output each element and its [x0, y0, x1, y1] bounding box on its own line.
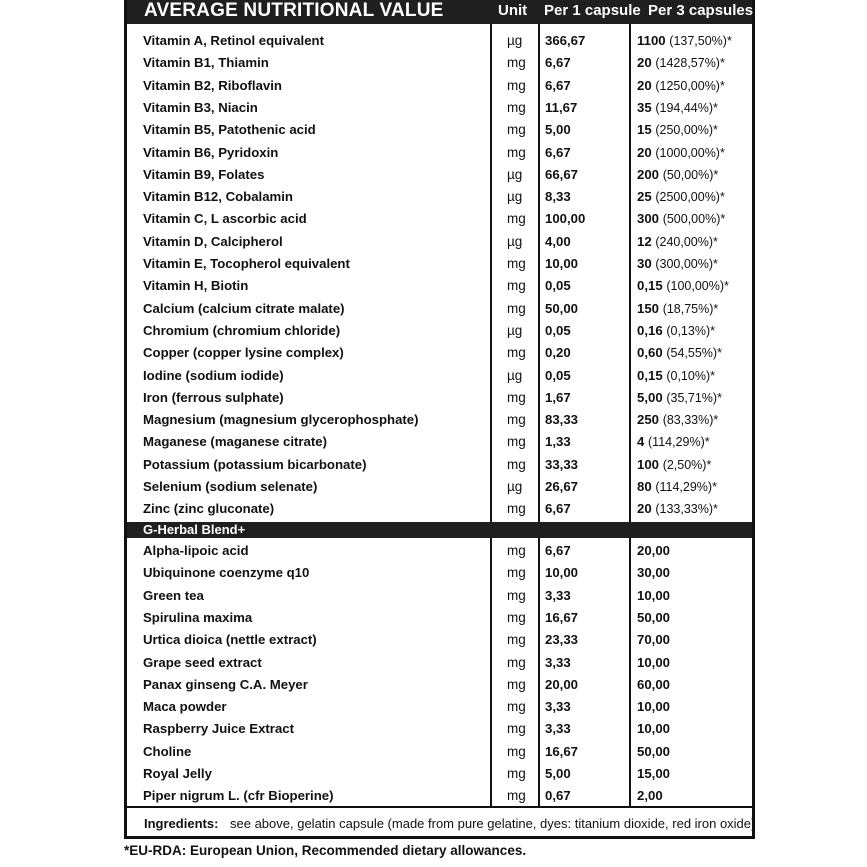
- table-row: [127, 696, 752, 718]
- nutrient-name: Ubiquinone coenzyme q10: [143, 565, 310, 581]
- per1-cell: 5,00: [545, 122, 571, 138]
- per1-cell: 16,67: [545, 609, 579, 625]
- unit-cell: mg: [507, 122, 526, 138]
- table-row: [127, 607, 752, 629]
- per3-cell: [637, 632, 670, 647]
- nutrient-name: Selenium (sodium selenate): [143, 479, 318, 494]
- per3-value: 12: [637, 233, 652, 249]
- per3-cell: [637, 699, 670, 714]
- nutrient-name: Vitamin B6, Pyridoxin: [143, 144, 279, 160]
- nutrient-name: Vitamin C, L ascorbic acid: [143, 211, 307, 227]
- rda-percentage: (1250,00%)*: [655, 78, 725, 93]
- rda-percentage: (250,00%)*: [655, 123, 718, 138]
- per3-cell: [637, 100, 718, 115]
- table-row: [127, 97, 752, 119]
- per3-value: 4: [637, 434, 645, 450]
- per3-cell: [637, 390, 722, 405]
- unit-cell: mg: [507, 743, 526, 759]
- unit-cell: mg: [507, 788, 526, 804]
- nutrient-name: Choline: [143, 743, 192, 759]
- nutrient-name: Panax ginseng C.A. Meyer: [143, 676, 308, 692]
- per1-column-header: Per 1 capsule: [544, 2, 641, 19]
- footnote: *EU-RDA: European Union, Recommended dietary allowances.: [124, 843, 527, 858]
- table-row: [127, 431, 752, 453]
- nutrient-name: Chromium (chromium chloride): [143, 322, 341, 338]
- unit-cell: µg: [507, 33, 523, 48]
- nutrient-name: Piper nigrum L. (cfr Bioperine): [143, 788, 334, 804]
- blend-section: [127, 538, 752, 806]
- unit-cell: mg: [507, 587, 526, 603]
- per1-cell: 0,05: [545, 278, 571, 294]
- table-row: [127, 718, 752, 740]
- per3-value: 10,00: [637, 699, 671, 715]
- per1-cell: 0,05: [545, 367, 571, 383]
- per1-cell: 50,00: [545, 300, 579, 316]
- per3-value: 50,00: [637, 609, 671, 625]
- per3-value: 0,16: [637, 322, 663, 338]
- rda-percentage: (0,13%)*: [666, 323, 715, 338]
- rda-percentage: (240,00%)*: [655, 234, 718, 249]
- unit-cell: mg: [507, 766, 526, 781]
- per3-cell: [637, 167, 718, 182]
- unit-cell: mg: [507, 345, 526, 361]
- per3-cell: [637, 565, 670, 580]
- nutrient-name: Maca powder: [143, 699, 227, 715]
- per1-cell: 8,33: [545, 189, 571, 205]
- table-row: [127, 409, 752, 431]
- rda-percentage: (114,29%)*: [648, 435, 710, 450]
- per3-cell: [637, 78, 725, 93]
- nutrient-name: Vitamin B12, Cobalamin: [143, 189, 293, 205]
- nutrient-name: Vitamin B9, Folates: [143, 166, 265, 182]
- table-row: [127, 142, 752, 164]
- unit-cell: mg: [507, 412, 526, 428]
- table-row: [127, 275, 752, 297]
- per3-value: 150: [637, 300, 660, 316]
- per3-value: 15: [637, 122, 652, 138]
- per1-cell: 0,67: [545, 788, 571, 804]
- unit-column-header: Unit: [498, 2, 528, 19]
- per1-cell: 3,33: [545, 654, 571, 670]
- nutrient-name: Alpha-lipoic acid: [143, 543, 249, 558]
- per3-cell: [637, 189, 725, 204]
- unit-cell: mg: [507, 676, 526, 692]
- per1-cell: 6,67: [545, 501, 571, 517]
- nutrition-table: [124, 0, 755, 839]
- per3-value: 0,15: [637, 278, 663, 294]
- unit-cell: mg: [507, 632, 526, 648]
- nutrient-name: Vitamin B2, Riboflavin: [143, 77, 282, 93]
- nutrient-name: Green tea: [143, 587, 204, 603]
- table-row: [127, 30, 752, 52]
- nutrient-name: Spirulina maxima: [143, 609, 253, 625]
- rda-percentage: (35,71%)*: [666, 390, 722, 405]
- per3-cell: [637, 55, 725, 70]
- unit-cell: mg: [507, 99, 526, 115]
- nutrient-name: Iron (ferrous sulphate): [143, 389, 284, 405]
- per1-cell: 0,20: [545, 345, 571, 361]
- per1-cell: 23,33: [545, 632, 579, 648]
- rda-percentage: (2,50%)*: [662, 457, 712, 472]
- table-row: [127, 387, 752, 409]
- nutrient-name: Vitamin B3, Niacin: [143, 99, 258, 115]
- per3-value: 80: [637, 479, 652, 494]
- table-row: [127, 75, 752, 97]
- per3-value: 0,15: [637, 367, 663, 383]
- unit-cell: µg: [507, 189, 523, 205]
- table-row: [127, 585, 752, 607]
- per3-value: 5,00: [637, 389, 663, 405]
- unit-cell: mg: [507, 300, 526, 316]
- per1-cell: 26,67: [545, 479, 579, 494]
- per3-cell: [637, 412, 718, 427]
- vitamin-section: [127, 24, 752, 522]
- table-row: [127, 253, 752, 275]
- per3-cell: [637, 256, 718, 271]
- per3-cell: [637, 122, 718, 137]
- per1-cell: 0,05: [545, 322, 571, 338]
- per3-cell: [637, 677, 670, 692]
- per1-cell: 3,33: [545, 699, 571, 715]
- per3-value: 200: [637, 166, 660, 182]
- per3-value: 0,60: [637, 345, 663, 361]
- rda-percentage: (300,00%)*: [655, 257, 718, 271]
- per1-cell: 1,67: [545, 389, 571, 405]
- table-row: [127, 498, 752, 520]
- table-row: [127, 476, 752, 498]
- per3-value: 25: [637, 189, 652, 205]
- per3-value: 30,00: [637, 565, 671, 581]
- rda-percentage: (133,33%)*: [655, 502, 718, 517]
- per3-value: 2,00: [637, 788, 663, 804]
- per1-cell: 66,67: [545, 166, 579, 182]
- table-title: AVERAGE NUTRITIONAL VALUE: [144, 0, 444, 21]
- table-row: [127, 208, 752, 230]
- nutrient-name: Vitamin B5, Patothenic acid: [143, 122, 316, 138]
- per3-value: 10,00: [637, 721, 671, 737]
- per3-cell: [637, 234, 718, 249]
- rda-percentage: (2500,00%)*: [655, 190, 725, 205]
- per1-cell: 16,67: [545, 743, 579, 759]
- rda-percentage: (500,00%)*: [662, 212, 726, 227]
- per3-cell: [637, 721, 670, 736]
- table-row: [127, 119, 752, 141]
- unit-cell: µg: [507, 479, 523, 494]
- per1-cell: 10,00: [545, 256, 579, 271]
- unit-cell: mg: [507, 434, 526, 450]
- nutrient-name: Grape seed extract: [143, 654, 262, 670]
- unit-cell: µg: [507, 367, 523, 383]
- nutrient-name: Raspberry Juice Extract: [143, 721, 294, 737]
- unit-cell: µg: [507, 233, 523, 249]
- table-row: [127, 231, 752, 253]
- per3-value: 250: [637, 412, 660, 428]
- per3-cell: [637, 145, 725, 160]
- table-row: [127, 52, 752, 74]
- per3-value: 20: [637, 77, 652, 93]
- per1-cell: 20,00: [545, 676, 579, 692]
- per3-cell: [637, 457, 711, 472]
- rda-percentage: (137,50%)*: [669, 34, 732, 48]
- unit-cell: mg: [507, 144, 526, 160]
- rda-percentage: (50,00%)*: [662, 167, 719, 182]
- nutrient-name: Calcium (calcium citrate malate): [143, 300, 345, 316]
- table-row: [127, 164, 752, 186]
- table-row: [127, 320, 752, 342]
- unit-cell: mg: [507, 77, 526, 93]
- table-row: [127, 652, 752, 674]
- unit-cell: mg: [507, 543, 526, 558]
- per3-cell: [637, 655, 670, 670]
- nutrient-name: Vitamin D, Calcipherol: [143, 233, 283, 249]
- per3-cell: [637, 345, 722, 360]
- table-row: [127, 562, 752, 584]
- per1-cell: 6,67: [545, 144, 571, 160]
- per1-cell: 100,00: [545, 211, 586, 227]
- unit-cell: mg: [507, 609, 526, 625]
- nutrient-name: Zinc (zinc gluconate): [143, 501, 275, 517]
- per1-cell: 3,33: [545, 721, 571, 737]
- nutrient-name: Vitamin A, Retinol equivalent: [143, 33, 324, 48]
- per3-value: 15,00: [637, 766, 671, 781]
- table-row: [127, 365, 752, 387]
- unit-cell: mg: [507, 699, 526, 715]
- nutrient-name: Royal Jelly: [143, 766, 212, 781]
- nutrient-name: Vitamin H, Biotin: [143, 278, 249, 294]
- per3-cell: [637, 434, 710, 449]
- per3-value: 35: [637, 99, 652, 115]
- nutrient-name: Urtica dioica (nettle extract): [143, 632, 317, 648]
- nutrient-name: Iodine (sodium iodide): [143, 367, 284, 383]
- per3-value: 10,00: [637, 654, 671, 670]
- per3-cell: [637, 278, 729, 293]
- per1-cell: 4,00: [545, 233, 571, 249]
- rda-percentage: (100,00%)*: [666, 279, 729, 294]
- rda-percentage: (1428,57%)*: [655, 56, 725, 71]
- per3-cell: [637, 788, 663, 803]
- per3-cell: [637, 301, 718, 316]
- per1-cell: 6,67: [545, 55, 571, 71]
- ingredients-text: see above, gelatin capsule (made from pure gelatine, dyes: titanium dioxide, red iron oxide): [230, 816, 756, 831]
- per3-cell: [637, 766, 670, 781]
- table-header: [127, 0, 752, 24]
- rda-percentage: (194,44%)*: [655, 100, 718, 115]
- per1-cell: 11,67: [545, 99, 578, 115]
- unit-cell: mg: [507, 389, 526, 405]
- per3-value: 20: [637, 55, 652, 71]
- unit-cell: µg: [507, 322, 523, 338]
- unit-cell: mg: [507, 721, 526, 737]
- per3-value: 30: [637, 256, 652, 271]
- per3-cell: [637, 501, 718, 516]
- per3-cell: [637, 323, 715, 338]
- rda-percentage: (0,10%)*: [666, 368, 715, 383]
- per3-value: 300: [637, 211, 660, 227]
- table-row: [127, 186, 752, 208]
- unit-cell: mg: [507, 654, 526, 670]
- per3-cell: [637, 610, 670, 625]
- table-row: [127, 342, 752, 364]
- per3-value: 100: [637, 456, 660, 472]
- nutrient-name: Maganese (maganese citrate): [143, 434, 327, 450]
- ingredients-label: Ingredients:: [144, 816, 219, 831]
- rda-percentage: (114,29%)*: [655, 480, 717, 494]
- per3-cell: [637, 211, 725, 226]
- unit-cell: mg: [507, 456, 526, 472]
- nutrient-name: Copper (copper lysine complex): [143, 345, 344, 361]
- rda-percentage: (83,33%)*: [662, 413, 719, 428]
- per3-cell: [637, 543, 670, 558]
- nutrient-name: Potassium (potassium bicarbonate): [143, 456, 367, 472]
- table-row: [127, 298, 752, 320]
- nutrient-name: Vitamin B1, Thiamin: [143, 55, 269, 71]
- per3-value: 1100: [637, 33, 666, 48]
- nutrient-name: Vitamin E, Tocopherol equivalent: [143, 256, 350, 271]
- blend-title: G-Herbal Blend+: [143, 522, 246, 537]
- per3-value: 10,00: [637, 587, 671, 603]
- per1-cell: 3,33: [545, 587, 571, 603]
- ingredients-row: [127, 806, 756, 838]
- per3-value: 20,00: [637, 543, 671, 558]
- unit-cell: µg: [507, 166, 523, 182]
- table-row: [127, 785, 752, 807]
- rda-percentage: (54,55%)*: [666, 346, 722, 361]
- unit-cell: mg: [507, 565, 526, 581]
- per3-column-header: Per 3 capsules: [648, 2, 754, 19]
- per1-cell: 6,67: [545, 77, 571, 93]
- per1-cell: 5,00: [545, 766, 571, 781]
- per3-cell: [637, 479, 717, 494]
- per3-value: 20: [637, 144, 652, 160]
- per3-cell: [637, 33, 732, 48]
- unit-cell: mg: [507, 278, 526, 294]
- per3-value: 20: [637, 501, 652, 517]
- per1-cell: 33,33: [545, 456, 579, 472]
- table-row: [127, 540, 752, 562]
- unit-cell: mg: [507, 256, 526, 271]
- per3-cell: [637, 744, 670, 759]
- unit-cell: mg: [507, 501, 526, 517]
- table-row: [127, 674, 752, 696]
- per3-value: 70,00: [637, 632, 671, 648]
- per3-cell: [637, 368, 715, 383]
- table-row: [127, 629, 752, 651]
- blend-heading: [127, 522, 752, 538]
- unit-cell: mg: [507, 211, 526, 227]
- per3-cell: [637, 588, 670, 603]
- nutrient-name: Magnesium (magnesium glycerophosphate): [143, 412, 419, 428]
- table-row: [127, 741, 752, 763]
- per3-value: 60,00: [637, 676, 671, 692]
- per1-cell: 83,33: [545, 412, 579, 428]
- per1-cell: 6,67: [545, 543, 571, 558]
- per1-cell: 1,33: [545, 434, 571, 450]
- table-row: [127, 454, 752, 476]
- table-row: [127, 763, 752, 785]
- rda-percentage: (18,75%)*: [662, 301, 719, 316]
- unit-cell: mg: [507, 55, 526, 71]
- rda-percentage: (1000,00%)*: [655, 145, 725, 160]
- per1-cell: 10,00: [545, 565, 579, 581]
- per1-cell: 366,67: [545, 33, 586, 48]
- per3-value: 50,00: [637, 743, 671, 759]
